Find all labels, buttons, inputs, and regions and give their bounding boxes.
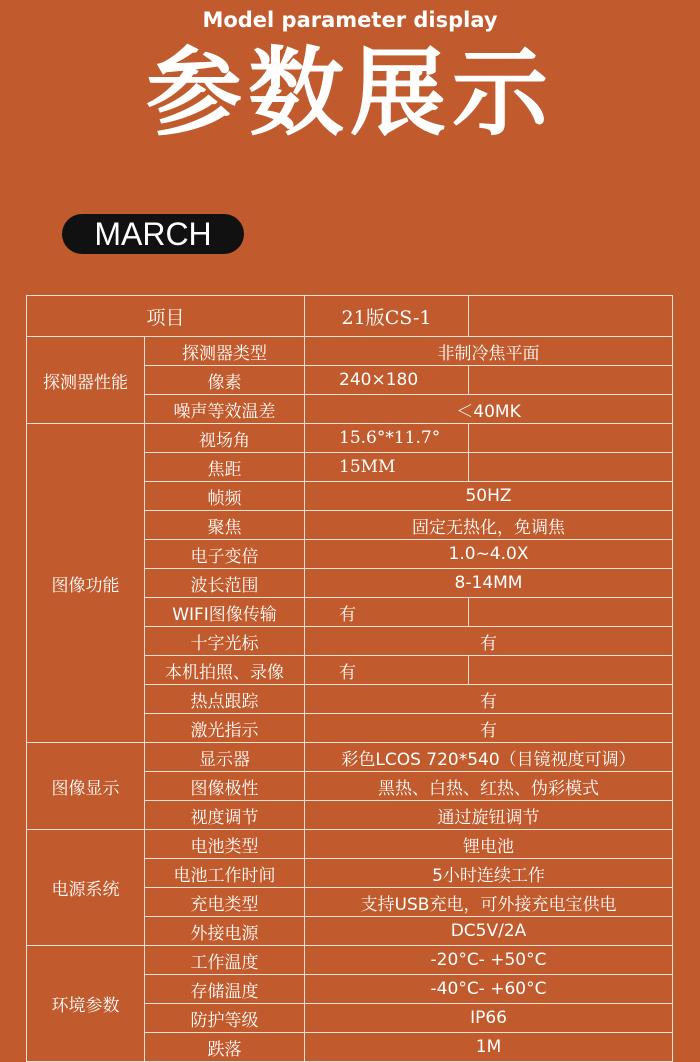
group-detector: 探测器性能	[27, 337, 145, 424]
table-row	[27, 946, 673, 975]
param-name: 工作温度	[145, 946, 305, 975]
param-name: 热点跟踪	[145, 685, 305, 714]
param-name: 像素	[145, 366, 305, 395]
param-value: 15MM	[305, 453, 469, 482]
param-value: 有	[305, 714, 673, 743]
spec-table	[26, 295, 673, 1062]
param-value: 1.0~4.0X	[305, 540, 673, 569]
param-value: 黑热、白热、红热、伪彩模式	[305, 772, 673, 801]
param-name: 图像极性	[145, 772, 305, 801]
group-display: 图像显示	[27, 743, 145, 830]
param-value: 有	[305, 627, 673, 656]
param-value: DC5V/2A	[305, 917, 673, 946]
chinese-title: 参数展示	[146, 37, 554, 149]
param-name: 电子变倍	[145, 540, 305, 569]
param-value: 非制冷焦平面	[305, 337, 673, 366]
param-name: 噪声等效温差	[145, 395, 305, 424]
group-power: 电源系统	[27, 830, 145, 946]
table-row	[27, 830, 673, 859]
param-name: 充电类型	[145, 888, 305, 917]
param-value: 彩色LCOS 720*540（目镜视度可调）	[305, 743, 673, 772]
param-name: 焦距	[145, 453, 305, 482]
empty-cell	[469, 366, 673, 395]
table-row	[27, 337, 673, 366]
param-name: 波长范围	[145, 569, 305, 598]
param-name: 视场角	[145, 424, 305, 453]
param-name: 本机拍照、录像	[145, 656, 305, 685]
param-value: 支持USB充电，可外接充电宝供电	[305, 888, 673, 917]
param-value: 8-14MM	[305, 569, 673, 598]
param-name: 存储温度	[145, 975, 305, 1004]
param-value: 240×180	[305, 366, 469, 395]
param-name: 十字光标	[145, 627, 305, 656]
param-value: 锂电池	[305, 830, 673, 859]
param-name: 电池工作时间	[145, 859, 305, 888]
param-name: 防护等级	[145, 1004, 305, 1033]
param-name: 帧频	[145, 482, 305, 511]
header-item: 项目	[27, 296, 305, 337]
param-name: 聚焦	[145, 511, 305, 540]
header-empty-cell	[469, 296, 673, 337]
table-row	[27, 424, 673, 453]
table-row	[27, 743, 673, 772]
param-value: ＜40MK	[305, 395, 673, 424]
param-value: 50HZ	[305, 482, 673, 511]
param-value: -40°C- +60°C	[305, 975, 673, 1004]
param-name: 跌落	[145, 1033, 305, 1062]
param-name: 视度调节	[145, 801, 305, 830]
english-title: Model parameter display	[202, 8, 498, 32]
table-header-row	[27, 296, 673, 337]
param-name: 显示器	[145, 743, 305, 772]
param-value: 15.6°*11.7°	[305, 424, 469, 453]
param-name: WIFI图像传输	[145, 598, 305, 627]
param-value: 有	[305, 656, 469, 685]
empty-cell	[469, 424, 673, 453]
param-value: 1M	[305, 1033, 673, 1062]
header-model: 21版CS-1	[305, 296, 469, 337]
param-value: IP66	[305, 1004, 673, 1033]
param-name: 外接电源	[145, 917, 305, 946]
param-value: 通过旋钮调节	[305, 801, 673, 830]
param-name: 激光指示	[145, 714, 305, 743]
param-value: -20°C- +50°C	[305, 946, 673, 975]
param-value: 固定无热化，免调焦	[305, 511, 673, 540]
brand-badge: MARCH	[62, 214, 244, 254]
empty-cell	[469, 598, 673, 627]
group-environment: 环境参数	[27, 946, 145, 1062]
group-image: 图像功能	[27, 424, 145, 743]
empty-cell	[469, 656, 673, 685]
param-value: 有	[305, 685, 673, 714]
param-value: 有	[305, 598, 469, 627]
param-value: 5小时连续工作	[305, 859, 673, 888]
param-name: 探测器类型	[145, 337, 305, 366]
param-name: 电池类型	[145, 830, 305, 859]
empty-cell	[469, 453, 673, 482]
